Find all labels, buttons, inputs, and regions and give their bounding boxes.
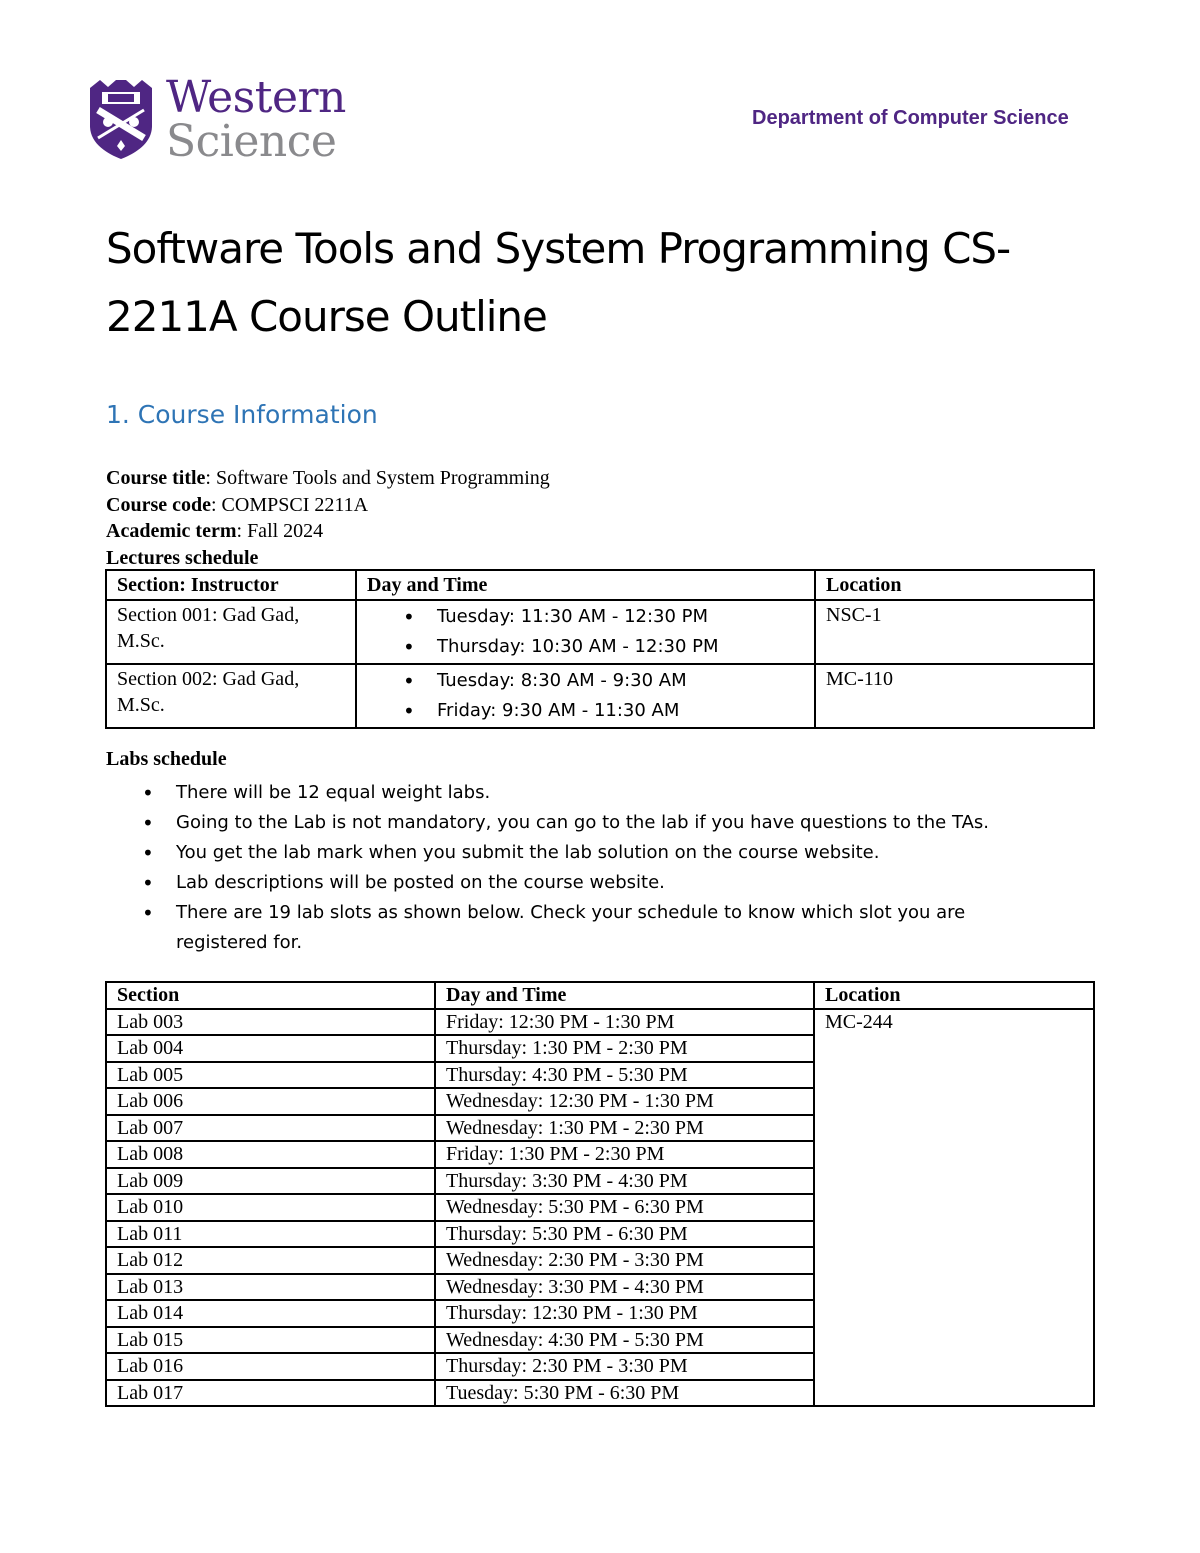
lab-day-time: Thursday: 3:30 PM - 4:30 PM <box>435 1168 814 1195</box>
lab-day-time: Wednesday: 3:30 PM - 4:30 PM <box>435 1274 814 1301</box>
lab-section: Lab 013 <box>106 1274 435 1301</box>
logo-wordmark <box>166 72 346 167</box>
lecture-location: MC-110 <box>815 664 1094 728</box>
lab-section: Lab 012 <box>106 1247 435 1274</box>
lab-day-time: Thursday: 4:30 PM - 5:30 PM <box>435 1062 814 1089</box>
lab-section: Lab 005 <box>106 1062 435 1089</box>
course-title-value: Software Tools and System Programming <box>215 467 550 489</box>
table-row <box>106 1009 1094 1036</box>
lectures-table <box>105 569 1095 729</box>
labs-bullet-list <box>106 778 1056 958</box>
lab-section: Lab 008 <box>106 1141 435 1168</box>
course-code-value: COMPSCI 2211A <box>221 493 369 516</box>
header-location: Location <box>815 570 1094 600</box>
lectures-schedule-label: Lectures schedule <box>106 546 259 569</box>
lab-section: Lab 017 <box>106 1380 435 1407</box>
lab-day-time: Friday: 1:30 PM - 2:30 PM <box>435 1141 814 1168</box>
lab-day-time: Friday: 12:30 PM - 1:30 PM <box>435 1009 814 1036</box>
lab-day-time: Wednesday: 1:30 PM - 2:30 PM <box>435 1115 814 1142</box>
header-day-time: Day and Time <box>435 982 814 1009</box>
course-info <box>106 465 550 571</box>
lab-section: Lab 011 <box>106 1221 435 1248</box>
labs-schedule-label: Labs schedule <box>106 748 227 770</box>
lecture-location: NSC-1 <box>815 600 1094 664</box>
academic-term-label: Academic term <box>106 520 237 542</box>
header-section-instructor: Section: Instructor <box>106 570 356 600</box>
lecture-time-item: • Tuesday: 11:30 AM - 12:30 PM <box>367 602 804 632</box>
table-header-row <box>106 570 1094 600</box>
lab-section: Lab 009 <box>106 1168 435 1195</box>
lecture-time-item: • Friday: 9:30 AM - 11:30 AM <box>367 696 804 726</box>
crest-icon <box>88 78 154 160</box>
lab-location: MC-244 <box>814 1009 1094 1407</box>
lab-day-time: Wednesday: 2:30 PM - 3:30 PM <box>435 1247 814 1274</box>
lab-section: Lab 007 <box>106 1115 435 1142</box>
lab-day-time: Thursday: 5:30 PM - 6:30 PM <box>435 1221 814 1248</box>
lab-day-time: Thursday: 1:30 PM - 2:30 PM <box>435 1035 814 1062</box>
document-title: Software Tools and System Programming CS-2211A Course Outline <box>106 224 1011 341</box>
header-location: Location <box>814 982 1094 1009</box>
lab-day-time: Wednesday: 4:30 PM - 5:30 PM <box>435 1327 814 1354</box>
table-row <box>106 600 1094 664</box>
lab-day-time: Wednesday: 12:30 PM - 1:30 PM <box>435 1088 814 1115</box>
lab-day-time: Wednesday: 5:30 PM - 6:30 PM <box>435 1194 814 1221</box>
course-code-line: Course code: COMPSCI 2211A <box>106 493 369 516</box>
lab-section: Lab 010 <box>106 1194 435 1221</box>
lab-section: Lab 014 <box>106 1300 435 1327</box>
department-name: Department of Computer Science <box>752 107 1069 129</box>
logo-line-2: Science <box>166 116 337 167</box>
lab-section: Lab 016 <box>106 1353 435 1380</box>
section-heading: 1. Course Information <box>106 400 378 429</box>
labs-table <box>105 981 1095 1407</box>
lab-section: Lab 006 <box>106 1088 435 1115</box>
header-section: Section <box>106 982 435 1009</box>
lecture-section: Section 001: Gad Gad, M.Sc. <box>106 600 356 664</box>
course-title-line: Course title: Software Tools and System Programming <box>106 467 550 489</box>
list-item: • Lab descriptions will be posted on the course website. <box>106 868 1056 898</box>
lecture-times <box>356 600 815 664</box>
table-row <box>106 664 1094 728</box>
lab-section: Lab 003 <box>106 1009 435 1036</box>
list-item: • There are 19 lab slots as shown below. Check your schedule to know which slot you are registered for. <box>106 898 1056 958</box>
western-science-logo <box>88 72 346 168</box>
lecture-time-item: • Thursday: 10:30 AM - 12:30 PM <box>367 632 804 662</box>
academic-term-line: Academic term: Fall 2024 <box>106 520 324 542</box>
course-title-label: Course title <box>106 467 206 489</box>
lab-section: Lab 004 <box>106 1035 435 1062</box>
logo-line-1: Western <box>166 72 346 123</box>
list-item: • There will be 12 equal weight labs. <box>106 778 1056 808</box>
lecture-times <box>356 664 815 728</box>
table-header-row <box>106 982 1094 1009</box>
header-day-time: Day and Time <box>356 570 815 600</box>
list-item: • Going to the Lab is not mandatory, you can go to the lab if you have questions to the TAs. <box>106 808 1056 838</box>
academic-term-value: Fall 2024 <box>247 520 324 542</box>
lab-day-time: Thursday: 2:30 PM - 3:30 PM <box>435 1353 814 1380</box>
list-item: • You get the lab mark when you submit the lab solution on the course website. <box>106 838 1056 868</box>
lecture-time-item: • Tuesday: 8:30 AM - 9:30 AM <box>367 666 804 696</box>
lab-day-time: Thursday: 12:30 PM - 1:30 PM <box>435 1300 814 1327</box>
course-code-label: Course code <box>106 493 211 516</box>
lecture-section: Section 002: Gad Gad, M.Sc. <box>106 664 356 728</box>
lab-section: Lab 015 <box>106 1327 435 1354</box>
lab-day-time: Tuesday: 5:30 PM - 6:30 PM <box>435 1380 814 1407</box>
